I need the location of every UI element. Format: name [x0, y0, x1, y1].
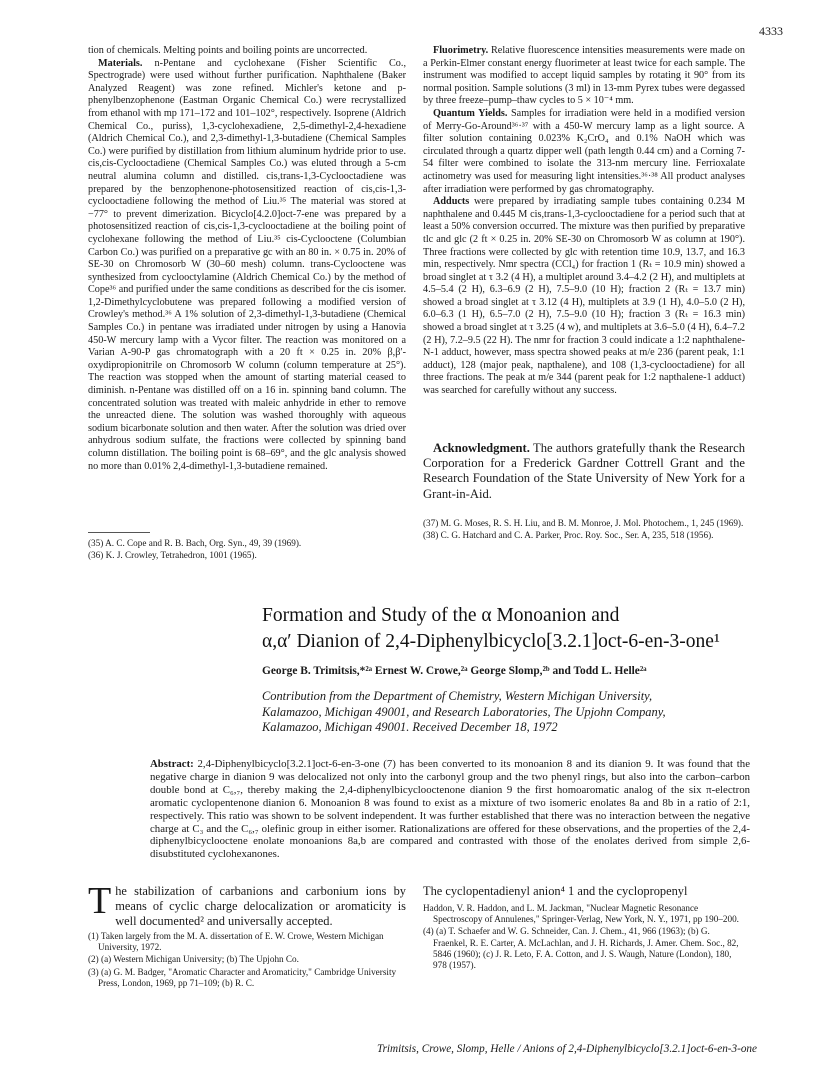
title-line: Formation and Study of the α Monoanion and [262, 605, 620, 626]
paragraph-text: n-Pentane and cyclohexane (Fisher Scientific Co., Spectrograde) were used without further purification. Naphthalene (Baker Analyzed Reagent) was zone refined. Michler's ketone and p-phenylbenzophenone (Eastman Organic Chemical Co.) were recrystallized from ethanol with mp 171–172 and 101–102°, respectively. Isoprene (Aldrich Chemical Co., puriss), 1,3-cyclohexadiene, 2,5-dimethyl-2,4-hexadiene (Aldrich Chemical Co.), and 2,3-dimethyl-1,3-butadiene (Chemical Samples Co.) were purified by distillation from lithium aluminum hydride prior to use. cis,cis-Cyclooctadiene (Chemical Samples Co.) was eluted through a 5-cm neutral alumina column and distilled. cis,trans-1,3-Cyclooctadiene was prepared by the benzophenone-photosensitized reaction of cis,cis-1,3-cyclooctadiene following the method of Liu.³⁵ The material was stored at −77° to prevent dimerization. Bicyclo[4.2.0]oct-7-ene was prepared by a photosensitized reaction of cis,cis-1,3-cyclooctadiene at the boiling point of cyclohexane following the method of Liu.³⁵ cis-Cyclooctene (Columbian Carbon Co.) was purified on a preparative gc with an 80 in. × 0.75 in. 20% of SE-30 on Chromosorb W (30–60 mesh) column. trans-Cyclooctene was synthesized from cyclooctylamine (Aldrich Chemical Co.) by the method of Cope³⁶ and purified under the same conditions as described for the cis isomer. 1,2-Dimethylcyclobutene was prepared following a modified version of Crowley's method.³⁶ A 1% solution of 2,3-dimethyl-1,3-butadiene (Chemical Samples Co.) in pentane was irradiated under nitrogen by using a Hanovia 450-W mercury lamp with a Vycor filter. The reaction was monitored on a Varian A-90-P gas chromatograph with a 20 ft × 0.25 in. 20% β,β′-oxydipropionitrile on Chromosorb W column (column temperature at 25°). The reaction was stopped when the amount of starting material ceased to diminish. n-Pentane was distilled off on a 16 in. spinning band column. The concentrated solution was treated with maleic anhydride in ether to remove the unreacted diene. The solution was washed thoroughly with aqueous sodium bicarbonate solution and then water. After the solution was dried over anhydrous sodium sulfate, the fractions were collected by spinning band column distillation. The boiling point is 68–69°, and the glc analysis showed no more than 0.01% 2,4-dimethyl-1,3-butadiene remained. [88, 57, 406, 472]
reference-item: (35) A. C. Cope and R. B. Bach, Org. Syn., 49, 39 (1969). [88, 538, 302, 548]
footnote-item: (2) (a) Western Michigan University; (b) The Upjohn Co. [88, 954, 299, 965]
intro-right-footnotes [423, 903, 745, 971]
running-footer: Trimitsis, Crowe, Slomp, Helle / Anions of 2,4-Diphenylbicyclo[3.2.1]oct-6-en-3-one [376, 1043, 757, 1055]
acknowledgment-text: The authors gratefully thank the Research Corporation for a Frederick Gardner Cottrell Grant and the Research Foundation of the State University of New York for a Grant-in-Aid. [423, 441, 745, 501]
paragraph-heading: Materials. [98, 57, 143, 69]
footnote-item: (1) Taken largely from the M. A. dissertation of E. W. Crowe, Western Michigan University, 1972. [88, 931, 384, 953]
left-column [88, 45, 406, 473]
acknowledgment [423, 441, 745, 502]
footnote-divider [88, 532, 150, 533]
paragraph-heading: Fluorimetry. [433, 45, 489, 56]
author-list: George B. Trimitsis,*²ᵃ Ernest W. Crowe,²ᵃ George Slomp,²ᵇ and Todd L. Helle²ᵃ [262, 665, 647, 677]
drop-cap: T [88, 880, 112, 922]
paragraph-heading: Quantum Yields. [433, 107, 508, 119]
paragraph-text: were prepared by irradiating sample tubes containing 0.234 M naphthalene and 0.445 M cis,trans-1,3-cyclooctadiene for a period such that at least a 50% conversion occurred. The mixture was then purified by preparative tlc and glc (2 ft × 0.25 in. 20% SE-30 on Chromosorb W as column at 190°). Three fractions were collected by glc with retention time 10.9, 13.7, and 16.3 min, respectively. Nmr spectra (CCl₄) for fraction 1 (Rₜ = 10.9 min) showed a broad singlet at τ 3.2 (4 H), a multiplet around 3.4–4.2 (2 H), and multiplets at 4.5–5.4 (2 H), 6.3–6.9 (2 H), 7.5–9.0 (10 H); fraction 2 (Rₜ = 13.7 min) showed a broad singlet at τ 3.12 (4 H), multiplets at 3.9 (1 H), 4.0–5.0 (2 H), 6.0–6.3 (1 H), 6.5–7.0 (2 H), 7.5–9.0 (10 H); fraction 3 (Rₜ = 16.3 min) showed a broad singlet at τ 3.25 (4 w), and multiplets at 3.6–5.0 (4 H), 6.4–7.2 (2 H), 7.2–9.5 (22 H). The nmr for fraction 3 could indicate a 1:2 naphthalene-N-1 adduct, however, mass spectra showed peaks at m/e 236 (parent peak, 1:1 adduct), 128 (major peak, napthalene), and 108 (1,3-cyclooctadiene) for all three fractions. The peak at m/e 344 (parent peak for 1:2 napthalene-1 adduct) was searched for carefully without any success. [423, 196, 745, 397]
paragraph-fluorimetry [423, 45, 745, 108]
footnote-item: (3) (a) G. M. Badger, "Aromatic Character and Aromaticity," Cambridge University Press, London, 1969, pp 71–109; (b) R. C. [88, 966, 397, 988]
intro-text: he stabilization of carbanions and carbonium ions by means of cyclic charge delocalization or aromaticity is well documented² and universally accepted. [115, 884, 406, 928]
intro-paragraph [88, 880, 406, 929]
page-number: 4333 [759, 24, 783, 38]
reference-item: (36) K. J. Crowley, Tetrahedron, 1001 (1965). [88, 550, 257, 561]
paragraph: tion of chemicals. Melting points and boiling points are uncorrected. [88, 45, 368, 56]
affiliation [262, 689, 782, 736]
paragraph-heading: Adducts [433, 196, 470, 208]
footnote-item: (4) (a) T. Schaefer and W. G. Schneider, Can. J. Chem., 41, 966 (1963); (b) G. Fraenkel, R. E. Carter, A. McLachlan, and J. H. Richards, J. Amer. Chem. Soc., 82, 5846 (1960); (c) J. R. Leto, F. A. Cotton, and J. S. Waugh, Nature (London), 180, 978 (1957). [423, 926, 739, 971]
left-references [88, 538, 406, 562]
paragraph-text: Relative fluorescence intensities measurements were made on a Perkin-Elmer constant energy fluorimeter at least twice for each sample. The instrument was modified to accept liquid samples by rotating it 90° from its normal position. Sample solutions (3 ml) in 13-mm Pyrex tubes were degassed by three freeze–pump–thaw cycles to 5 × 10⁻⁴ mm. [423, 45, 745, 107]
affiliation-line: Kalamazoo, Michigan 49001. Received December 18, 1972 [262, 720, 558, 735]
right-column [423, 45, 745, 398]
intro-paragraph: The cyclopentadienyl anion⁴ 1 and the cyclopropenyl [423, 884, 688, 898]
abstract-label: Abstract: [150, 758, 194, 770]
intro-left-column [88, 880, 406, 990]
abstract [150, 758, 750, 861]
paragraph-materials [88, 58, 406, 474]
intro-right-column [423, 884, 745, 972]
affiliation-line: Kalamazoo, Michigan 49001, and Research Laboratories, The Upjohn Company, [262, 704, 666, 719]
article-title [262, 603, 782, 655]
acknowledgment-heading: Acknowledgment. [433, 441, 530, 455]
paragraph-quantum-yields [423, 108, 745, 196]
reference-item: (37) M. G. Moses, R. S. H. Liu, and B. M. Monroe, J. Mol. Photochem., 1, 245 (1969). [423, 518, 744, 528]
paragraph-text: Samples for irradiation were held in a modified version of Merry-Go-Around³⁶·³⁷ with a 450-W mercury lamp as a light source. A filter solution containing 0.023% K₂CrO₄ and 0.1% NaOH which was circulated through a quartz dipper well (path length 0.44 cm) and a Corning 7-54 filter were combined to isolate the 313-nm mercury line. Ferrioxalate actinometry was used for measuring light intensities.³⁶·³⁸ All product analyses after irradiation were performed by gas chromatography. [423, 107, 745, 195]
paragraph-adducts [423, 196, 745, 398]
right-references [423, 518, 745, 542]
reference-item: (38) C. G. Hatchard and C. A. Parker, Proc. Roy. Soc., Ser. A, 235, 518 (1956). [423, 530, 714, 541]
intro-left-footnotes [88, 931, 406, 989]
footnote-item: Haddon, V. R. Haddon, and L. M. Jackman, "Nuclear Magnetic Resonance Spectroscopy of Annulenes," Springer-Verlag, New York, N. Y., 1971, pp 190–200. [423, 903, 739, 925]
abstract-text: 2,4-Diphenylbicyclo[3.2.1]oct-6-en-3-one (7) has been converted to its monoanion 8 and its dianion 9. It was found that the negative charge in dianion 9 was delocalized not only into the carbonyl group and the two phenyl rings, but also into the carbon–carbon double bond at C₆,₇, thereby making the 2,4-diphenylbicyclooctenone dianion 9 the first homoaromatic analog of the six π-electron aromatic cyclopentenone dianion 6. Monoanion 8 was found to exist as a mixture of two isomeric enolates 8a and 8b in a ratio of 2:1, respectively. This ratio was shown to be solvent independent. It was further established that there was no interaction between the negative charge at C₃ and the C₆,₇ olefinic group in either isomer. Rationalizations are offered for these observations, and the properties of the 2,4-diphenylbicyclooctene enolate monoanions 8a,b are compared and contrasted with those of the enolates derived from simple 2,6-disubstituted cyclohexanones. [150, 758, 750, 861]
affiliation-line: Contribution from the Department of Chemistry, Western Michigan University, [262, 689, 653, 703]
title-line: α,α′ Dianion of 2,4-Diphenylbicyclo[3.2.1]oct-6-en-3-one¹ [262, 631, 720, 652]
